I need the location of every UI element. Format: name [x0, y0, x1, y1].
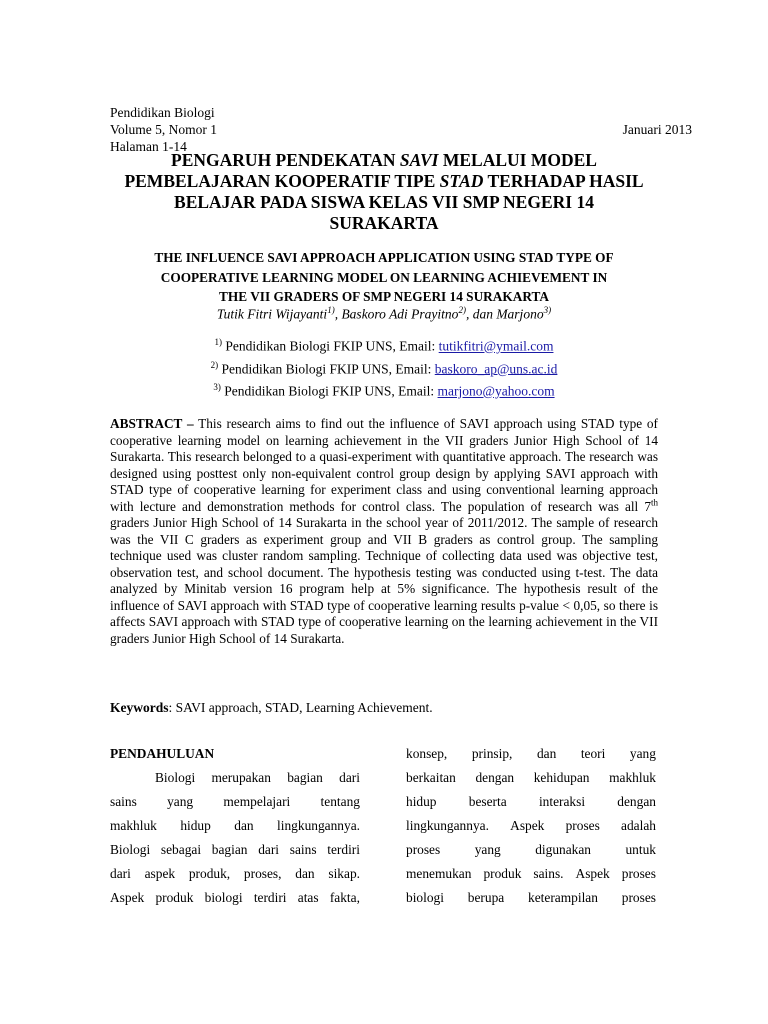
journal-date: Januari 2013 — [622, 122, 692, 137]
body-column-left — [110, 742, 360, 910]
body-line: proses yang digunakan untuk — [406, 842, 656, 857]
english-title — [100, 248, 668, 307]
abstract-label: ABSTRACT – — [110, 416, 194, 431]
body-line: hidup beserta interaksi dengan — [406, 794, 656, 809]
body-line: Aspek produk biologi terdiri atas fakta, — [110, 890, 360, 905]
abstract: ABSTRACT – This research aims to find out the influence of SAVI approach using STAD type of cooperative learning model on learning achievement in the VII graders Junior High School of 14 Surakarta. This research belonged to a quasi-experiment with quantitative approach. The research was designed using posttest only non-equivalent control group design by applying SAVI approach with STAD type of cooperative learning for experiment class and using conventional learning approach with lecture and demonstration methods for control class. The population of research was all 7th graders Junior High School of 14 Surakarta in the school year of 2011/2012. The sample of research was the VII C graders as experiment group and VII B graders as control group. The sampling technique used was cluster random sampling. Technique of collecting data used was objective test, observation test, and school document. The hypothesis testing was conducted using t-test. The data analyzed by Minitab version 16 program help at 5% significance. The hypothesis result of the influence of SAVI approach with STAD type of cooperative learning results p-value < 0,05, so there is affects SAVI approach with STAD type of cooperative learning on the learning achievement in the VII graders Junior High School of 14 Surakarta. — [110, 416, 658, 646]
volume-row — [110, 121, 692, 138]
body-line: lingkungannya. Aspek proses adalah — [406, 818, 656, 833]
journal-name: Pendidikan Biologi — [110, 105, 215, 120]
title-line-2: PEMBELAJARAN KOOPERATIF TIPE STAD TERHADAP HASIL — [124, 171, 644, 191]
body-line: sains yang mempelajari tentang — [110, 794, 360, 809]
email-link[interactable]: marjono@yahoo.com — [437, 383, 555, 399]
english-title-line: THE INFLUENCE SAVI APPROACH APPLICATION USING STAD TYPE OF — [154, 250, 614, 265]
body-line: Biologi sebagai bagian dari sains terdiri — [110, 842, 360, 857]
email-link[interactable]: baskoro_ap@uns.ac.id — [434, 361, 558, 376]
title-line-4: SURAKARTA — [329, 213, 439, 233]
keywords: Keywords: SAVI approach, STAD, Learning Achievement. — [110, 700, 433, 715]
affiliation-3: $^{3)}$ Pendidikan Biologi FKIP UNS, Email: marjono@yahoo.com — [213, 382, 555, 399]
affiliation-1: $^{1)}$ Pendidikan Biologi FKIP UNS, Email: tutikfitri@ymail.com — [214, 337, 554, 354]
email-link[interactable]: tutikfitri@ymail.com — [438, 338, 554, 354]
body-line: menemukan produk sains. Aspek proses — [406, 866, 656, 881]
body-column-right — [406, 742, 656, 910]
affiliation-2: $^{2)}$ Pendidikan Biologi FKIP UNS, Email: baskoro_ap@uns.ac.id — [210, 359, 558, 376]
author-list: Tutik Fitri Wijayanti$^{1)}$, Baskoro Adi Prayitno$^{2)}$, dan Marjono$^{3)}$ — [216, 305, 552, 322]
body-line: biologi berupa keterampilan proses — [406, 890, 656, 905]
title-line-1: PENGARUH PENDEKATAN SAVI MELALUI MODEL — [171, 150, 597, 170]
section-heading: PENDAHULUAN — [110, 746, 215, 761]
journal-pages: Halaman 1-14 — [110, 139, 187, 154]
paper-title — [100, 150, 668, 234]
body-line: berkaitan dengan kehidupan makhluk — [406, 770, 656, 785]
keywords-label: Keywords — [110, 700, 169, 715]
affiliations — [100, 333, 668, 401]
body-line: Biologi merupakan bagian dari — [155, 770, 360, 785]
body-line: makhluk hidup dan lingkungannya. — [110, 818, 360, 833]
title-line-3: BELAJAR PADA SISWA KELAS VII SMP NEGERI 14 — [174, 192, 594, 212]
journal-header — [110, 104, 692, 155]
english-title-line: COOPERATIVE LEARNING MODEL ON LEARNING ACHIEVEMENT IN — [160, 269, 608, 285]
body-line: konsep, prinsip, dan teori yang — [406, 746, 656, 761]
english-title-line: THE VII GRADERS OF SMP NEGERI 14 SURAKARTA — [219, 289, 549, 304]
body-line: dari aspek produk, proses, dan sikap. — [110, 866, 360, 881]
journal-volume: Volume 5, Nomor 1 — [110, 122, 217, 137]
